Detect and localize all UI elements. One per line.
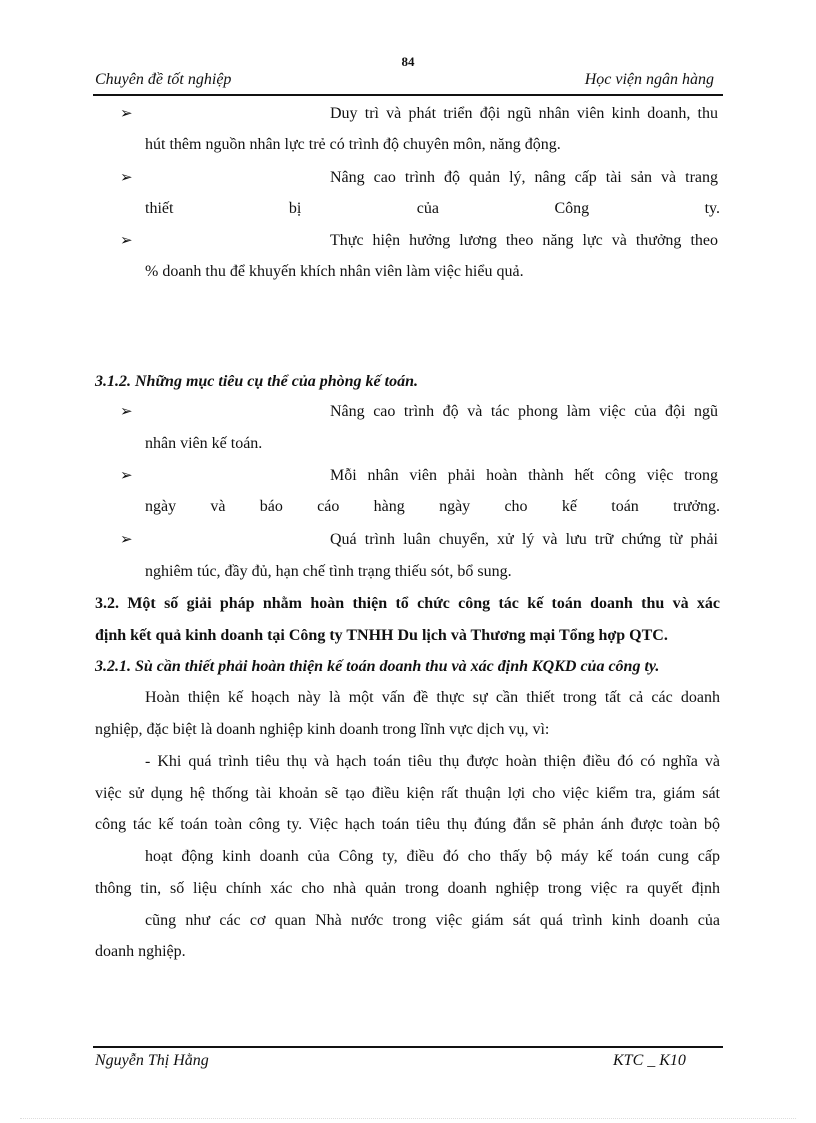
header-right: Học viện ngân hàng xyxy=(584,71,714,88)
section-heading-321: 3.2.1. Sù cần thiết phải hoàn thiện kế toán doanh thu và xác định KQKD của công ty. xyxy=(95,658,660,675)
list-item: nghiêm túc, đầy đủ, hạn chế tình trạng thiếu sót, bổ sung. xyxy=(145,563,512,580)
header-rule xyxy=(93,94,723,96)
list-item: hút thêm nguồn nhân lực trẻ có trình độ chuyên môn, năng động. xyxy=(145,136,561,153)
paragraph-line: hoạt động kinh doanh của Công ty, điều đó cho thấy bộ máy kế toán cung cấp xyxy=(145,848,720,865)
section-heading-32-line2: định kết quả kinh doanh tại Công ty TNHH Du lịch và Thương mại Tổng hợp QTC. xyxy=(95,627,668,644)
footer-rule xyxy=(93,1046,723,1048)
list-item: Nâng cao trình độ quản lý, nâng cấp tài sản và trang xyxy=(330,169,718,186)
paragraph-line: - Khi quá trình tiêu thụ và hạch toán tiêu thụ được hoàn thiện điều đó có nghĩa và xyxy=(145,753,720,770)
list-item: nhân viên kế toán. xyxy=(145,435,263,452)
list-item: Nâng cao trình độ và tác phong làm việc của đội ngũ xyxy=(330,403,718,420)
list-item: Thực hiện hưởng lương theo năng lực và thưởng theo xyxy=(330,232,718,249)
bullet-arrow-icon: ➢ xyxy=(120,106,133,122)
page-number: 84 xyxy=(401,54,415,69)
bullet-arrow-icon: ➢ xyxy=(120,468,133,484)
paragraph-line: Hoàn thiện kế hoạch này là một vấn đề thực sự cần thiết trong tất cả các doanh xyxy=(145,689,720,706)
list-item: Quá trình luân chuyển, xử lý và lưu trữ chứng từ phải xyxy=(330,531,718,548)
paragraph-line: nghiệp, đặc biệt là doanh nghiệp kinh doanh trong lĩnh vực dịch vụ, vì: xyxy=(95,721,550,738)
paragraph-line: việc sử dụng hệ thống tài khoản sẽ tạo điều kiện rất thuận lợi cho việc kiểm tra, giám sát xyxy=(95,785,720,802)
bullet-arrow-icon: ➢ xyxy=(120,532,133,548)
page-bottom-dotted-edge xyxy=(20,1118,796,1119)
section-heading-32-line1: 3.2. Một số giải pháp nhằm hoàn thiện tổ chức công tác kế toán doanh thu và xác xyxy=(95,595,720,612)
bullet-arrow-icon: ➢ xyxy=(120,233,133,249)
footer-author: Nguyễn Thị Hằng xyxy=(95,1052,209,1069)
bullet-arrow-icon: ➢ xyxy=(120,170,133,186)
paragraph-line: công tác kế toán toàn công ty. Việc hạch toán tiêu thụ đúng đắn sẽ phản ánh được toàn bộ xyxy=(95,816,720,833)
header-left: Chuyên đề tốt nghiệp xyxy=(95,71,232,88)
list-item: Mỗi nhân viên phải hoàn thành hết công việc trong xyxy=(330,467,718,484)
list-item: ngày và báo cáo hàng ngày cho kế toán trưởng. xyxy=(145,498,720,515)
paragraph-line: cũng như các cơ quan Nhà nước trong việc giám sát quá trình kinh doanh của xyxy=(145,912,720,929)
bullet-arrow-icon: ➢ xyxy=(120,404,133,420)
list-item: Duy trì và phát triển đội ngũ nhân viên kinh doanh, thu xyxy=(330,105,718,122)
footer-class: KTC _ K10 xyxy=(613,1052,686,1069)
paragraph-line: doanh nghiệp. xyxy=(95,943,186,960)
list-item: thiết bị của Công ty. xyxy=(145,200,720,217)
section-heading-312: 3.1.2. Những mục tiêu cụ thể của phòng kế toán. xyxy=(95,373,418,390)
list-item: % doanh thu để khuyến khích nhân viên làm việc hiểu quả. xyxy=(145,263,524,280)
paragraph-line: thông tin, số liệu chính xác cho nhà quản trong doanh nghiệp trong việc ra quyết định xyxy=(95,880,720,897)
